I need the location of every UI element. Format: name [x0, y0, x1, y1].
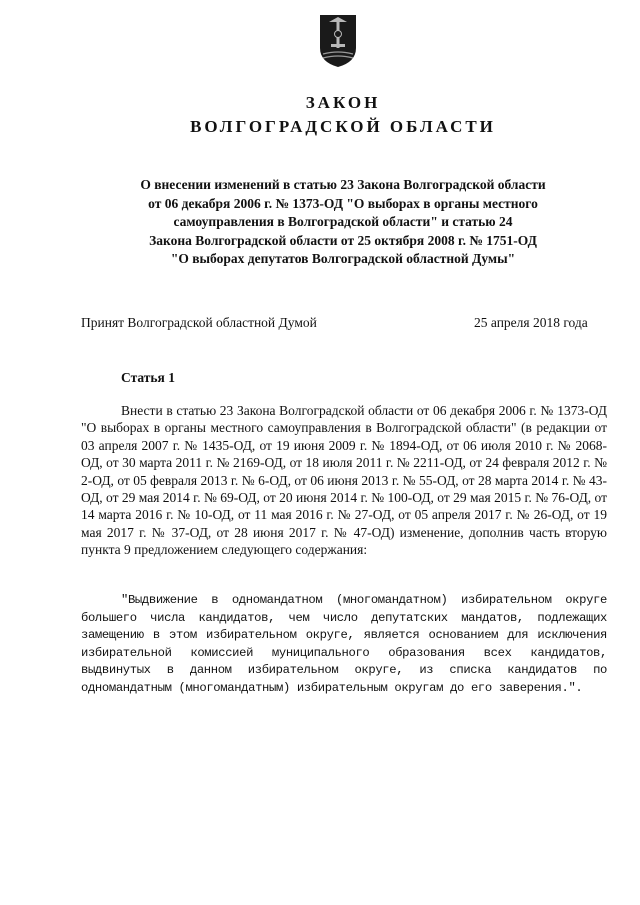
subtitle-line: самоуправления в Волгоградской области" и статью 24 [173, 214, 513, 230]
coat-of-arms-icon [319, 14, 357, 68]
article-heading: Статья 1 [121, 370, 175, 385]
subtitle-line: О внесении изменений в статью 23 Закона Волгоградской области [140, 177, 546, 192]
adopted-by: Принят Волгоградской областной Думой [81, 315, 317, 330]
document-title: ЗАКОН [305, 93, 381, 112]
article-quote: "Выдвижение в одномандатном (многомандатном) избирательном округе большего числа кандидатов, чем число депутатских мандатов, подлежащих замещению в этом избирательном округе, является основанием для исключения избирательной комиссией муниципального образования всех кандидатов, выдвинутых в данном избирательном округе, из списка кандидатов по одномандатным (многомандатным) избирательным округам до его заверения.". [81, 593, 607, 695]
subtitle-line: от 06 декабря 2006 г. № 1373-ОД "О выборах в органы местного [148, 195, 538, 211]
document-subtitle [100, 176, 586, 269]
subtitle-line: "О выборах депутатов Волгоградской областной Думы" [170, 251, 516, 267]
document-region: ВОЛГОГРАДСКОЙ ОБЛАСТИ [190, 117, 496, 136]
subtitle-line: Закона Волгоградской области от 25 октября 2008 г. № 1751-ОД [149, 232, 537, 248]
article-body: Внести в статью 23 Закона Волгоградской области от 06 декабря 2006 г. № 1373-ОД "О выборах в органы местного самоуправления в Волгоградской области" (в редакции от 03 апреля 2007 г. № 1435-ОД, от 19 июня 2009 г. № 1894-ОД, от 06 июля 2010 г. № 2068-ОД, от 30 марта 2011 г. № 2169-ОД, от 18 июля 2011 г. № 2211-ОД, от 24 февраля 2012 г. № 2-ОД, от 05 февраля 2013 г. № 6-ОД, от 06 июня 2013 г. № 55-ОД, от 28 марта 2014 г. № 43-ОД, от 29 мая 2014 г. № 69-ОД, от 20 июня 2014 г. № 100-ОД, от 29 мая 2015 г. № 76-ОД, от 14 марта 2016 г. № 10-ОД, от 11 мая 2016 г. № 27-ОД, от 05 апреля 2017 г. № 26-ОД, от 19 мая 2017 г. № 37-ОД, от 28 июня 2017 г. № 47-ОД) изменение, дополнив часть вторую пункта 9 предложением следующего содержания: [81, 403, 607, 558]
adoption-date: 25 апреля 2018 года [474, 315, 588, 330]
